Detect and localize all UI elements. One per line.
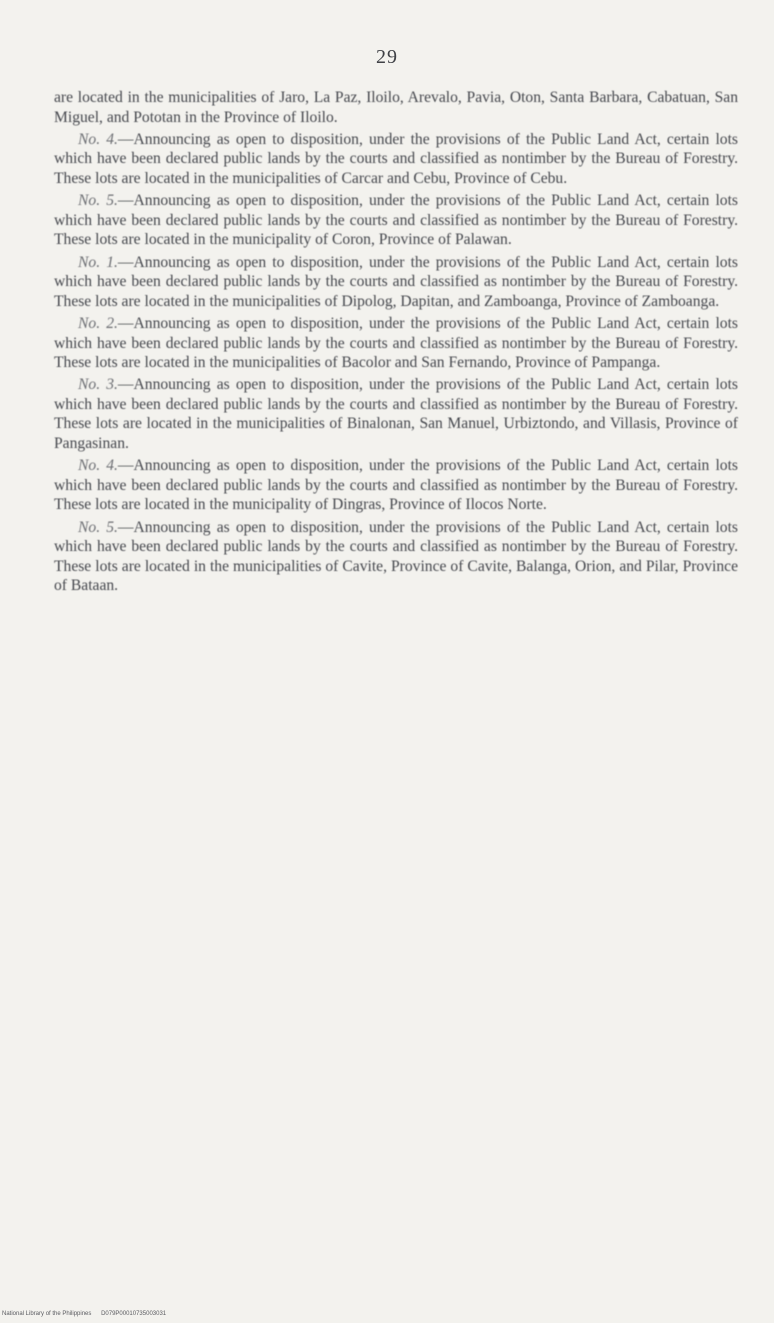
paragraph-announcement [54,518,738,596]
paragraph-number: No. 3. [78,376,118,394]
paragraph-text: —Announcing as open to disposition, under the provisions of the Public Land Act, certain lots which have been declared public lands by the courts and classified as nontimber by the Bureau of Forestry. These lots are located in the municipality of Coron, Province of Palawan. [54,192,738,249]
paragraph-text: —Announcing as open to disposition, under the provisions of the Public Land Act, certain lots which have been declared public lands by the courts and classified as nontimber by the Bureau of Forestry. These lots are located in the municipality of Dingras, Province of Ilocos Norte. [54,457,738,514]
paragraph-text: —Announcing as open to disposition, under the provisions of the Public Land Act, certain lots which have been declared public lands by the courts and classified as nontimber by the Bureau of Forestry. These lots are located in the municipalities of Cavite, Province of Cavite, Balanga, Orion, and Pilar, Province of Bataan. [54,518,738,595]
paragraph-announcement [54,130,738,189]
paragraph-text: —Announcing as open to disposition, under the provisions of the Public Land Act, certain lots which have been declared public lands by the courts and classified as nontimber by the Bureau of Forestry. These lots are located in the municipalities of Carcar and Cebu, Province of Cebu. [54,130,738,187]
scan-footer [2,1311,174,1317]
paragraph-number: No. 4. [78,457,118,475]
paragraph-announcement [54,253,738,312]
paragraph-number: No. 5. [78,192,118,210]
paragraph-text: —Announcing as open to disposition, under the provisions of the Public Land Act, certain lots which have been declared public lands by the courts and classified as nontimber by the Bureau of Forestry. These lots are located in the municipalities of Dipolog, Dapitan, and Zamboanga, Province of Zamboanga. [54,253,738,310]
paragraph-number: No. 2. [78,314,118,332]
paragraph-text: —Announcing as open to disposition, under the provisions of the Public Land Act, certain lots which have been declared public lands by the courts and classified as nontimber by the Bureau of Forestry. These lots are located in the municipalities of Bacolor and San Fernando, Province of Pampanga. [54,314,738,372]
paragraph-text: are located in the municipalities of Jaro, La Paz, Iloilo, Arevalo, Pavia, Oton, Santa Barbara, Cabatuan, San Miguel, and Pototan in the Province of Iloilo. [54,89,738,126]
footer-code: D079P00010735003031 [101,1311,167,1317]
paragraph-number: No. 1. [78,253,118,271]
footer-library: National Library of the Philippines [2,1311,92,1317]
paragraph-announcement [54,375,738,453]
paragraph-number: No. 5. [78,518,118,536]
page-number: 29 [376,46,398,68]
paragraph-continuation [54,88,738,127]
paragraph-announcement [54,191,738,250]
body-text [54,88,738,599]
paragraph-number: No. 4. [78,130,118,148]
paragraph-announcement [54,314,738,373]
paragraph-announcement [54,456,738,515]
paragraph-text: —Announcing as open to disposition, under the provisions of the Public Land Act, certain lots which have been declared public lands by the courts and classified as nontimber by the Bureau of Forestry. These lots are located in the municipalities of Binalonan, San Manuel, Urbiztondo, and Villasis, Province of Pangasinan. [54,376,738,453]
